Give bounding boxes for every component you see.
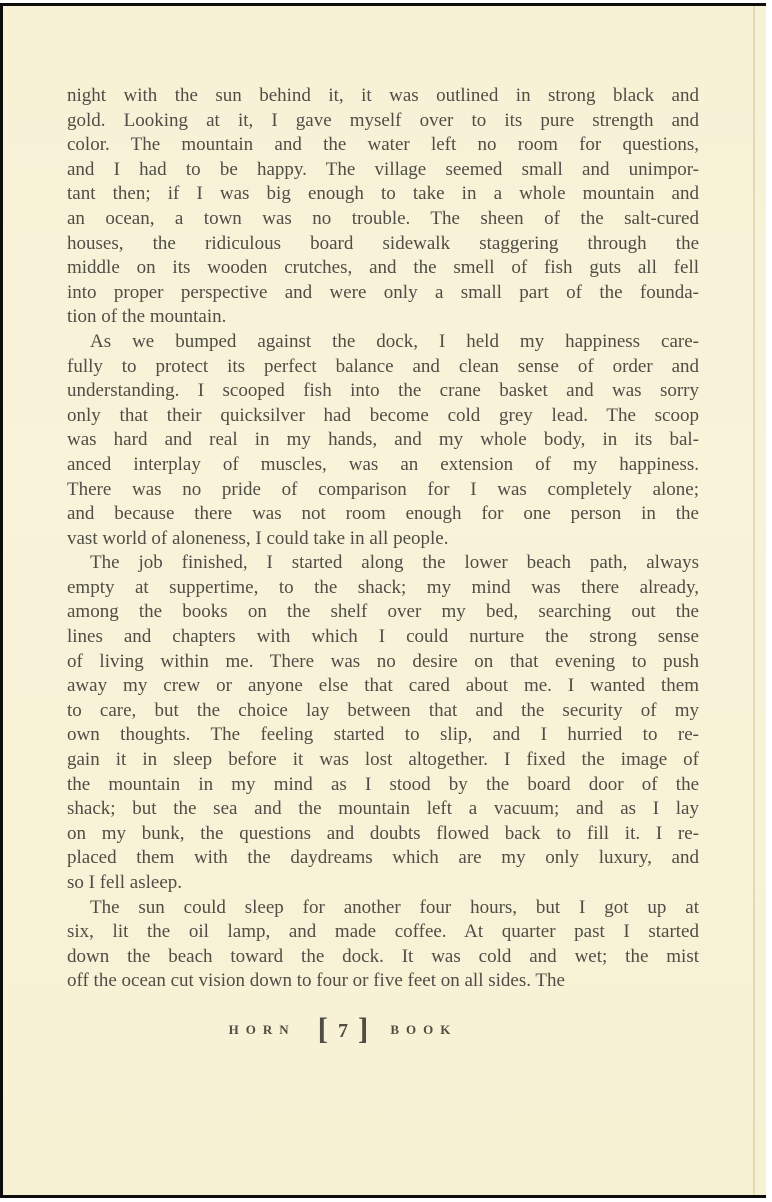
paper-sheet: [0, 3, 766, 1198]
text-block: [67, 84, 699, 994]
text-line: color. The mountain and the water left no room for questions,: [67, 134, 699, 156]
page-number: 7: [337, 1019, 348, 1042]
text-line: middle on its wooden crutches, and the smell of fish guts all fell: [67, 257, 699, 279]
paragraph: [67, 551, 699, 895]
text-line: As we bumped against the dock, I held my happiness care-: [90, 330, 699, 352]
text-line: fully to protect its perfect balance and clean sense of order and: [67, 355, 699, 377]
text-line: gain it in sleep before it was lost altogether. I fixed the image of: [67, 749, 699, 771]
text-line: so I fell asleep.: [67, 872, 183, 893]
text-line: anced interplay of muscles, was an extension of my happiness.: [67, 453, 699, 475]
text-line: vast world of aloneness, I could take in all people.: [67, 527, 449, 549]
text-line: gold. Looking at it, I gave myself over to its pure strength and: [67, 109, 699, 131]
text-line: tion of the mountain.: [67, 306, 227, 328]
text-line: and because there was not room enough for one person in the: [67, 503, 699, 525]
text-line: among the books on the shelf over my bed, searching out the: [67, 601, 699, 623]
text-line: six, lit the oil lamp, and made coffee. At quarter past I started: [67, 921, 699, 943]
text-line: the mountain in my mind as I stood by the board door of the: [67, 773, 699, 795]
text-line: tant then; if I was big enough to take in a whole mountain and: [67, 183, 699, 205]
text-line: off the ocean cut vision down to four or five feet on all sides. The: [67, 970, 565, 992]
text-line: into proper perspective and were only a small part of the founda-: [67, 281, 699, 303]
text-line: There was no pride of comparison for I was completely alone;: [67, 478, 699, 500]
text-line: houses, the ridiculous board sidewalk staggering through the: [67, 232, 699, 254]
text-line: of living within me. There was no desire on that evening to push: [67, 650, 699, 672]
text-line: and I had to be happy. The village seemed small and unimpor-: [67, 158, 699, 180]
text-line: shack; but the sea and the mountain left a vacuum; and as I lay: [67, 798, 699, 820]
text-line: lines and chapters with which I could nurture the strong sense: [67, 626, 699, 648]
text-line: empty at suppertime, to the shack; my mind was there already,: [67, 576, 699, 598]
running-title-left: HORN: [228, 1022, 296, 1037]
text-line: away my crew or anyone else that cared about me. I wanted them: [67, 675, 699, 697]
folio-group: [317, 1010, 369, 1046]
page-footer: [27, 1006, 659, 1054]
text-line: The job finished, I started along the lower beach path, always: [90, 552, 699, 574]
text-line: was hard and real in my hands, and my whole body, in its bal-: [67, 429, 699, 451]
text-line: placed them with the daydreams which are my only luxury, and: [67, 847, 699, 869]
paragraph: [67, 896, 699, 994]
text-line: down the beach toward the dock. It was cold and wet; the mist: [67, 945, 699, 967]
text-line: an ocean, a town was no trouble. The sheen of the salt-cured: [67, 207, 699, 229]
text-line: only that their quicksilver had become cold grey lead. The scoop: [67, 404, 699, 426]
paragraph: [67, 330, 699, 551]
text-line: The sun could sleep for another four hours, but I got up at: [90, 896, 699, 918]
text-line: understanding. I scooped fish into the crane basket and was sorry: [67, 380, 699, 402]
text-line: on my bunk, the questions and doubts flowed back to fill it. I re-: [67, 822, 699, 844]
bracket-close-glyph: ]: [357, 1010, 369, 1046]
running-title-right: BOOK: [390, 1022, 458, 1037]
text-line: night with the sun behind it, it was outlined in strong black and: [67, 85, 699, 106]
text-line: own thoughts. The feeling started to slip, and I hurried to re-: [67, 724, 699, 746]
paragraph: [67, 84, 699, 330]
text-line: to care, but the choice lay between that and the security of my: [67, 699, 699, 721]
bracket-open-glyph: [: [317, 1010, 328, 1046]
